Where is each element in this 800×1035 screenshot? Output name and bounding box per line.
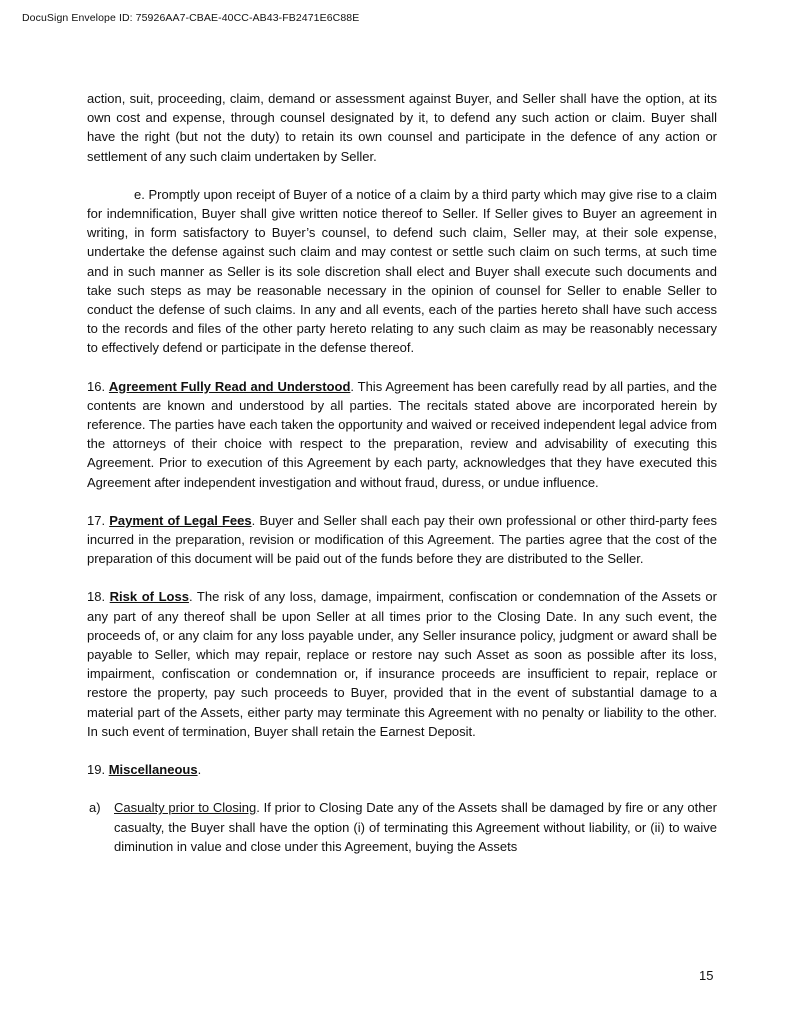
docusign-envelope-id: DocuSign Envelope ID: 75926AA7-CBAE-40CC-AB43-FB2471E6C88E (22, 12, 360, 24)
section-17 (87, 511, 717, 569)
list-item-a-heading: Casualty prior to Closing (114, 800, 257, 816)
page-number: 15 (699, 968, 714, 983)
section-18-body: . The risk of any loss, damage, impairment, confiscation or condemnation of the Assets or any part of any thereof shall be upon Seller at all times prior to the Closing Date. In any such event, the proceeds of, or any claim for any loss payable under, any Seller insurance policy, judgment or award shall be payable to Seller, which may repair, replace or restore nay such Asset as soon as possible after its loss, impairment, confiscation or condemnation or, if insurance proceeds are insufficient to repair, replace or restore the property, pay such proceeds to Buyer, provided that in the event of substantial damage to a material part of the Assets, either party may terminate this Agreement with no penalty or liability to the other. In such event of termination, Buyer shall retain the Earnest Deposit. (87, 589, 717, 739)
paragraph-continuation: action, suit, proceeding, claim, demand or assessment against Buyer, and Seller shall have the option, at its own cost and expense, through counsel designated by it, to defend any such action or claim. Buyer shall have the right (but not the duty) to retain its own counsel and participate in the defence of any action or settlement of any such claim undertaken by Seller. (87, 91, 717, 164)
section-19 (87, 760, 717, 779)
section-16-number: 16. (87, 378, 109, 394)
section-16 (87, 377, 717, 492)
paragraph-e: e. Promptly upon receipt of Buyer of a notice of a claim by a third party which may give rise to a claim for indemnification, Buyer shall give written notice thereof to Seller. If Seller gives to Buyer an agreement in writing, in form satisfactory to Buyer’s counsel, to defend such claim, Seller may, at their sole expense, undertake the defense against such claim and may contest or settle such claim on such terms, at such time and in such manner as Seller is its sole discretion shall elect and Buyer shall execute such documents and take such steps as may be reasonable necessary in the opinion of counsel for Seller to enable Seller to conduct the defense of such claims. In any and all events, each of the parties hereto shall have such access to the records and files of the other party hereto relating to any such claim as may be reasonably necessary to effectively defend or participate in the defense thereof. (87, 186, 717, 356)
list-item-a (87, 798, 717, 856)
section-17-heading: Payment of Legal Fees (109, 512, 252, 528)
section-19-number: 19. (87, 762, 109, 778)
section-18-heading: Risk of Loss (109, 589, 189, 605)
section-16-heading: Agreement Fully Read and Understood (108, 378, 351, 394)
section-17-number: 17. (87, 512, 110, 528)
section-17-body: . Buyer and Seller shall each pay their own professional or other third-party fees incurred in the preparation, revision or modification of this Agreement. The parties agree that the cost of the preparation of this document will be paid out of the funds before they are distributed to the Seller. (87, 512, 717, 567)
section-16-body: . This Agreement has been carefully read by all parties, and the contents are known and understood by all parties. The recitals stated above are incorporated herein by reference. The parties have each taken the opportunity and waived or received independent legal advice from the attorneys of their choice with respect to the preparation, review and advisability of executing this Agreement. Prior to execution of this Agreement by each party, acknowledges that they have executed this Agreement after independent investigation and without fraud, duress, or undue influence. (87, 378, 717, 490)
section-18 (87, 587, 717, 741)
section-19-body: . (197, 762, 202, 778)
section-19-heading: Miscellaneous (108, 762, 198, 778)
section-18-number: 18. (87, 589, 110, 605)
list-item-a-body: . If prior to Closing Date any of the Assets shall be damaged by fire or any other casualty, the Buyer shall have the option (i) of terminating this Agreement without liability, or (ii) to waive diminution in value and close under this Agreement, buying the Assets (114, 800, 717, 854)
list-item-a-marker: a) (89, 800, 101, 816)
document-body (87, 89, 717, 856)
